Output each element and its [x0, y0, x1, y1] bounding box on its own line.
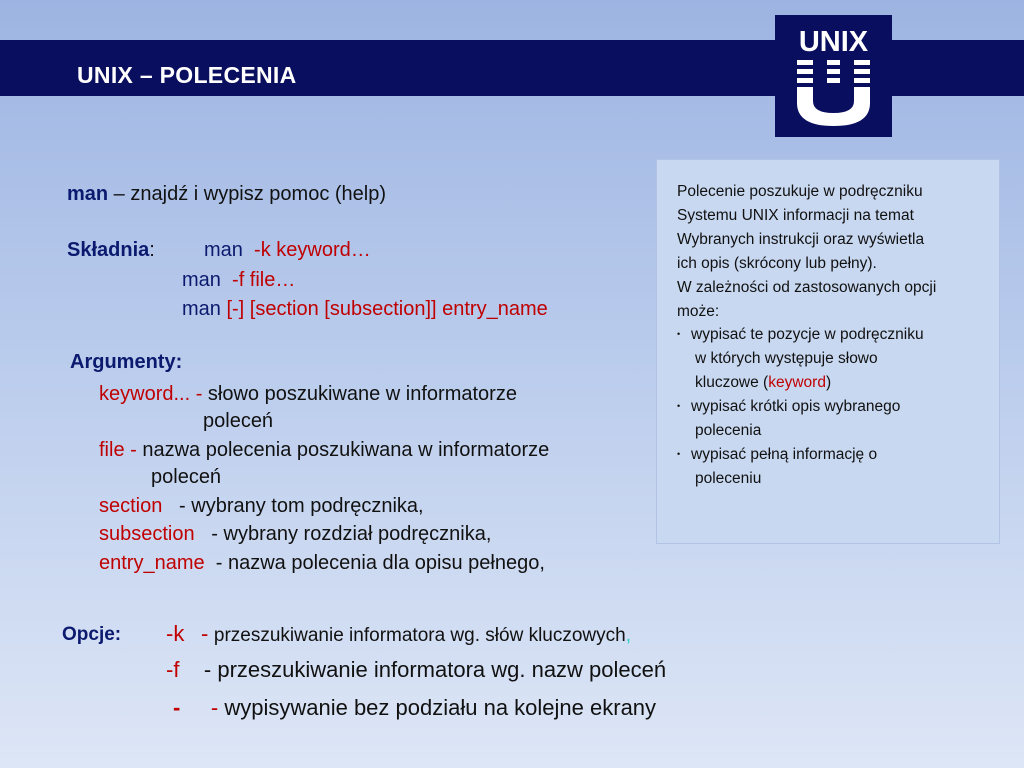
option-flag: -: [173, 695, 181, 720]
syntax-args: -k keyword…: [254, 239, 371, 261]
syntax-label-line: [67, 239, 155, 262]
syntax-cmd: man: [182, 298, 221, 320]
argument-item-entry-name: [99, 552, 545, 575]
man-description: znajdź i wypisz pomoc (help): [130, 183, 387, 205]
bullet-icon: •: [677, 449, 681, 459]
syntax-cmd: man: [182, 269, 221, 291]
argument-term: keyword... -: [99, 383, 208, 405]
option-item-k: [166, 621, 631, 647]
arguments-label: Argumenty:: [70, 351, 183, 373]
argument-desc: słowo poszukiwane w informatorze: [207, 383, 517, 405]
argument-item-keyword: [99, 383, 517, 406]
option-desc: wypisywanie bez podziału na kolejne ekrany: [224, 695, 657, 720]
argument-desc: nazwa polecenia poszukiwana w informatorze: [142, 439, 550, 461]
syntax-label: Składnia: [67, 239, 150, 261]
info-line: W zależności od zastosowanych opcji: [677, 279, 937, 296]
info-line: Wybranych instrukcji oraz wyświetla: [677, 231, 925, 248]
info-line: Systemu UNIX informacji na temat: [677, 207, 914, 224]
argument-item-subsection: [99, 523, 491, 546]
info-bullet-text: poleceniu: [695, 470, 762, 487]
syntax-line-2: [182, 269, 295, 292]
info-text-part: ): [825, 374, 832, 391]
argument-item-file-cont: poleceń: [151, 466, 222, 488]
info-line: może:: [677, 303, 720, 320]
option-sep: -: [201, 621, 209, 646]
info-line: Polecenie poszukuje w podręczniku: [677, 183, 923, 200]
unix-logo-u-shape: [797, 60, 870, 126]
info-bullet-text: polecenia: [695, 422, 762, 439]
bullet-icon: •: [677, 329, 681, 339]
argument-term: section: [99, 495, 163, 517]
syntax-line-3: [182, 298, 548, 321]
option-sep: -: [210, 695, 219, 720]
option-item-f: [166, 657, 666, 683]
syntax-args: -f file…: [232, 269, 296, 291]
argument-term: subsection: [99, 523, 195, 545]
option-flag: -f: [166, 657, 180, 682]
option-flag: -k: [166, 621, 185, 646]
unix-logo: [775, 15, 892, 137]
info-bullet-text: [695, 371, 831, 395]
keyword-highlight: keyword: [768, 374, 826, 391]
info-bullet-text: wypisać pełną informację o: [691, 446, 878, 463]
argument-item-keyword-cont: poleceń: [203, 410, 274, 432]
argument-desc: - wybrany rozdział podręcznika,: [211, 523, 492, 545]
syntax-cmd: man: [204, 239, 243, 261]
info-bullet-text: wypisać te pozycje w podręczniku: [691, 326, 924, 343]
syntax-args: [-] [section [subsection]] entry_name: [226, 298, 548, 320]
info-box: [656, 159, 1000, 544]
option-desc: - przeszukiwanie informatora wg. nazw poleceń: [203, 657, 667, 682]
man-dash: –: [108, 183, 131, 205]
argument-desc: - nazwa polecenia dla opisu pełnego,: [215, 552, 545, 574]
argument-desc: - wybrany tom podręcznika,: [179, 495, 424, 517]
option-item-dash: [173, 695, 656, 721]
man-command: man: [67, 183, 109, 205]
options-label: Opcje:: [62, 624, 122, 645]
man-description-line: [67, 183, 386, 206]
option-trail: ,: [625, 625, 631, 646]
syntax-line-1: [204, 239, 371, 262]
info-bullet-text: wypisać krótki opis wybranego: [691, 398, 901, 415]
bullet-icon: •: [677, 401, 681, 411]
info-bullet-text: w których występuje słowo: [695, 350, 878, 367]
unix-logo-text: UNIX: [798, 26, 869, 58]
argument-term: entry_name: [99, 552, 205, 574]
info-text-part: kluczowe (: [695, 374, 769, 391]
page-title: UNIX – POLECENIA: [77, 62, 297, 88]
info-line: ich opis (skrócony lub pełny).: [677, 255, 877, 272]
argument-item-file: [99, 439, 549, 462]
option-desc: przeszukiwanie informatora wg. słów kluczowych: [213, 625, 626, 646]
unix-logo-graphic: [775, 15, 892, 137]
argument-term: file -: [99, 439, 143, 461]
syntax-colon: :: [149, 239, 155, 261]
argument-item-section: [99, 495, 424, 518]
